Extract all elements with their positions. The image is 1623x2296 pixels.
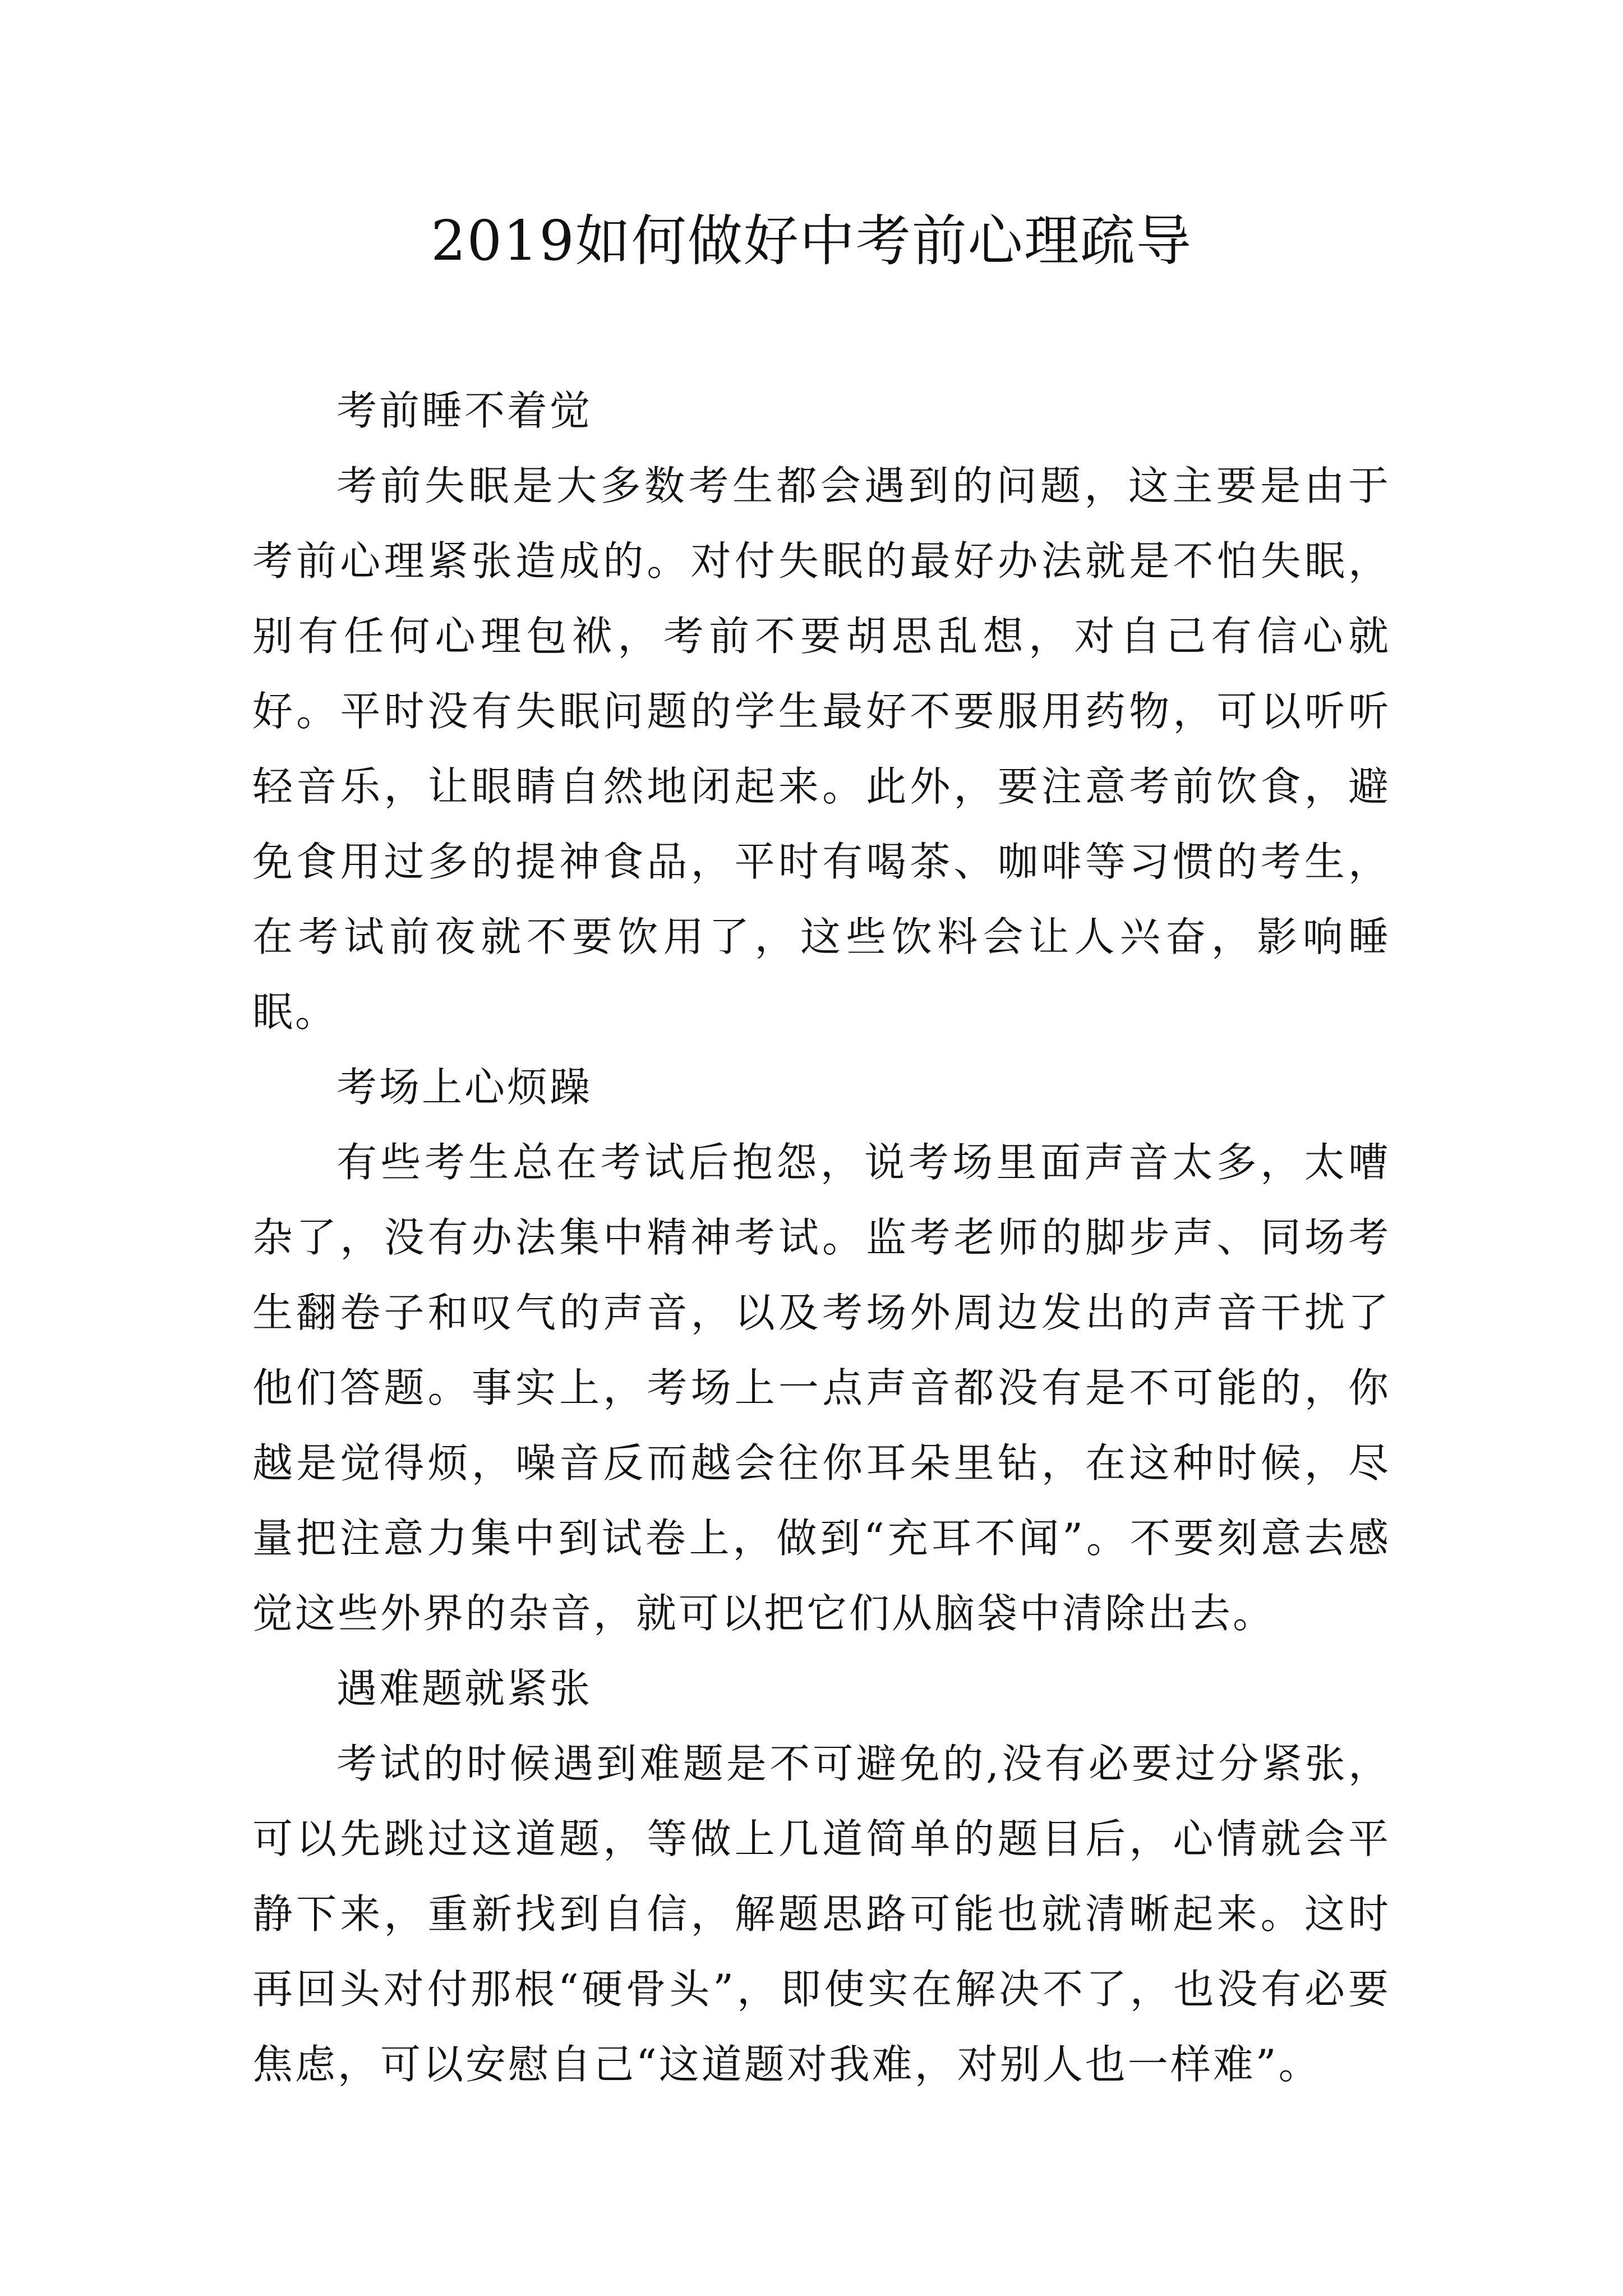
page-title: 2019如何做好中考前心理疏导 [431, 209, 1192, 273]
section-paragraph-exam-room: 有些考生总在考试后抱怨，说考场里面声音太多，太嘈杂了，没有办法集中精神考试。监考老师的脚步声、同场考生翻卷子和叹气的声音，以及考场外周边发出的声音干扰了他们答题。事实上，考场上一点声音都没有是不可能的，你越是觉得烦，噪音反而越会往你耳朵里钻，在这种时候，尽量把注意力集中到试卷上，做到“充耳不闻”。不要刻意去感觉这些外界的杂音，就可以把它们从脑袋中清除出去。 [252, 1139, 1391, 1637]
section-heading-exam-room: 考场上心烦躁 [336, 1064, 593, 1111]
section-paragraph-sleep: 考前失眠是大多数考生都会遇到的问题，这主要是由于考前心理紧张造成的。对付失眠的最好办法就是不怕失眠，别有任何心理包袱，考前不要胡思乱想，对自己有信心就好。平时没有失眠问题的学生最好不要服用药物，可以听听轻音乐，让眼睛自然地闭起来。此外，要注意考前饮食，避免食用过多的提神食品，平时有喝茶、咖啡等习惯的考生，在考试前夜就不要饮用了，这些饮料会让人兴奋，影响睡眠。 [252, 462, 1391, 1036]
section-paragraph-hard-questions: 考试的时候遇到难题是不可避免的,没有必要过分紧张，可以先跳过这道题，等做上几道简单的题目后，心情就会平静下来，重新找到自信，解题思路可能也就清晰起来。这时再回头对付那根“硬骨头”，即使实在解决不了，也没有必要焦虑，可以安慰自己“这道题对我难，对别人也一样难”。 [252, 1740, 1391, 2088]
section-heading-sleep: 考前睡不着觉 [336, 387, 593, 434]
section-heading-hard-questions: 遇难题就紧张 [336, 1665, 593, 1712]
document-body [252, 373, 1391, 2102]
